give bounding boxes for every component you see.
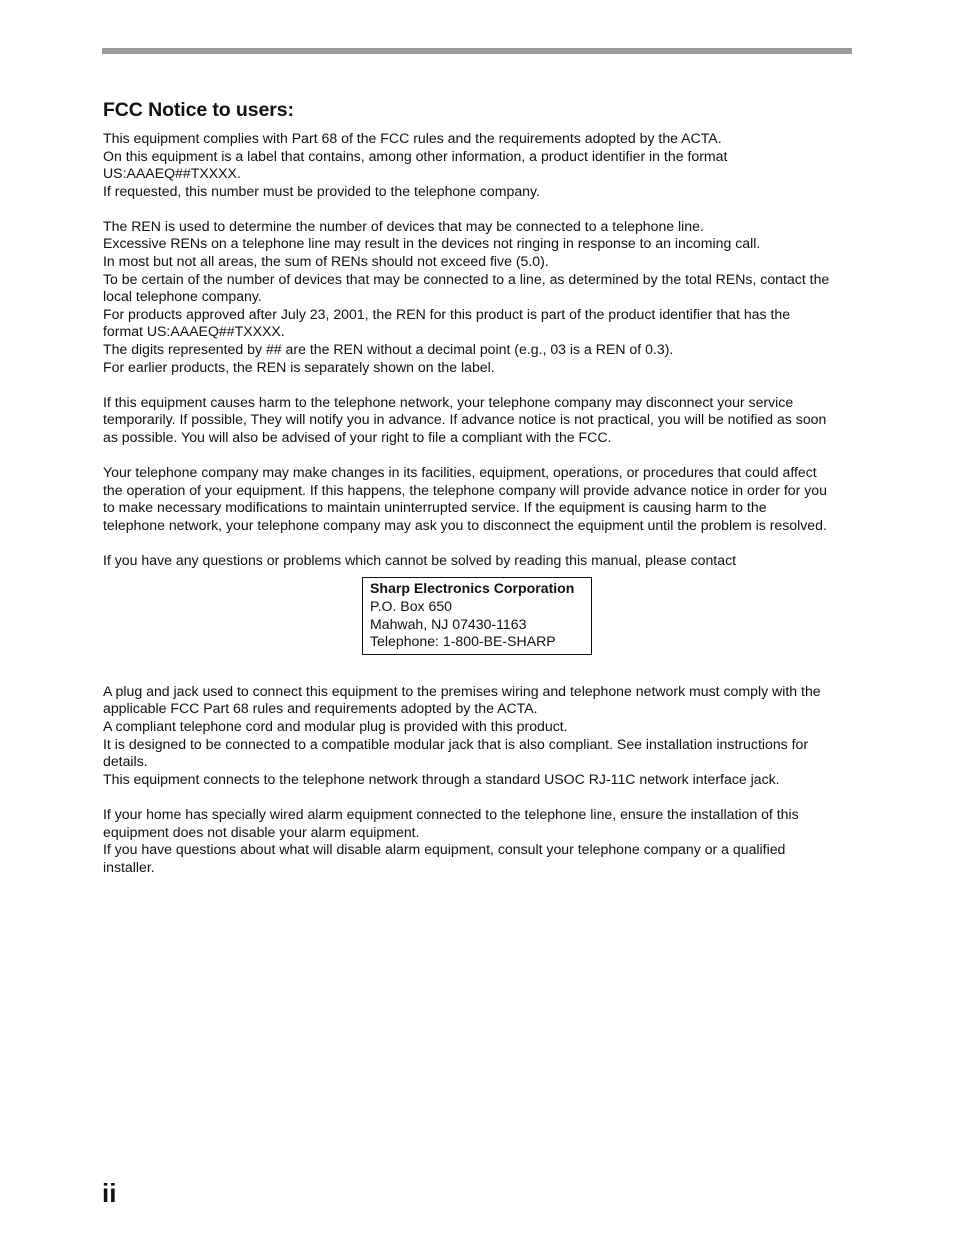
text-line: If you have questions about what will disable alarm equipment, consult your telephone company or a qualified (103, 841, 786, 858)
text-line: format US:AAAEQ##TXXXX. (103, 323, 285, 340)
text-line: telephone network, your telephone company may ask you to disconnect the equipment until the problem is resolved. (103, 516, 827, 533)
text-line: applicable FCC Part 68 rules and requirements adopted by the ACTA. (103, 700, 538, 717)
contact-address-line: P.O. Box 650 (370, 598, 453, 615)
text-line: If you have any questions or problems which cannot be solved by reading this manual, please contact (103, 551, 737, 568)
paragraph-contact-intro (103, 552, 855, 570)
text-line: On this equipment is a label that contains, among other information, a product identifier in the format (103, 147, 728, 164)
text-line: US:AAAEQ##TXXXX. (103, 165, 241, 182)
text-line: temporarily. If possible, They will notify you in advance. If advance notice is not practical, you will be notified as soon (103, 411, 827, 428)
text-line: For earlier products, the REN is separately shown on the label. (103, 358, 495, 375)
paragraph-plug-jack (103, 683, 855, 789)
text-line: details. (103, 753, 148, 770)
paragraph-network-harm (103, 394, 855, 447)
paragraph-company-changes (103, 464, 855, 534)
text-line: as possible. You will also be advised of your right to file a compliant with the FCC. (103, 428, 612, 445)
text-line: Your telephone company may make changes in its facilities, equipment, operations, or procedures that could affect (103, 464, 817, 480)
text-line: To be certain of the number of devices that may be connected to a line, as determined by the total RENs, contact the (103, 270, 830, 287)
text-line: installer. (103, 858, 155, 875)
text-line: This equipment complies with Part 68 of the FCC rules and the requirements adopted by the ACTA. (103, 130, 722, 146)
header-rule (102, 48, 852, 54)
text-line: The digits represented by ## are the REN without a decimal point (e.g., 03 is a REN of 0.3). (103, 341, 674, 358)
text-line: the operation of your equipment. If this happens, the telephone company will provide advance notice in order for you (103, 481, 827, 498)
text-line: local telephone company. (103, 288, 262, 305)
text-line: In most but not all areas, the sum of RENs should not exceed five (5.0). (103, 253, 549, 270)
paragraph-ren-info (103, 218, 855, 376)
text-line: If requested, this number must be provided to the telephone company. (103, 182, 540, 199)
paragraph-label-info (103, 130, 855, 200)
text-line: A compliant telephone cord and modular plug is provided with this product. (103, 718, 568, 735)
paragraph-alarm-equipment (103, 806, 855, 876)
contact-company: Sharp Electronics Corporation (370, 580, 575, 597)
text-line: to make necessary modifications to maintain uninterrupted service. If the equipment is causing harm to the (103, 499, 767, 516)
text-line: It is designed to be connected to a compatible modular jack that is also compliant. See installation instructions for (103, 735, 809, 752)
text-line: equipment does not disable your alarm equipment. (103, 823, 420, 840)
contact-address-line: Mahwah, NJ 07430-1163 (370, 615, 527, 632)
contact-box (362, 577, 592, 654)
text-line: For products approved after July 23, 2001, the REN for this product is part of the product identifier that has the (103, 305, 791, 322)
text-line: This equipment connects to the telephone network through a standard USOC RJ-11C network interface jack. (103, 770, 780, 787)
text-line: If your home has specially wired alarm equipment connected to the telephone line, ensure the installation of this (103, 805, 799, 822)
page-number: ii (102, 1178, 117, 1208)
text-line: Excessive RENs on a telephone line may result in the devices not ringing in response to an incoming call. (103, 235, 761, 252)
text-line: A plug and jack used to connect this equipment to the premises wiring and telephone network must comply with the (103, 682, 821, 699)
page-content (103, 97, 855, 894)
section-heading: FCC Notice to users: (103, 99, 294, 121)
contact-telephone: Telephone: 1-800-BE-SHARP (370, 633, 556, 650)
text-line: If this equipment causes harm to the telephone network, your telephone company may disconnect your service (103, 393, 794, 410)
text-line: The REN is used to determine the number of devices that may be connected to a telephone line. (103, 217, 704, 234)
